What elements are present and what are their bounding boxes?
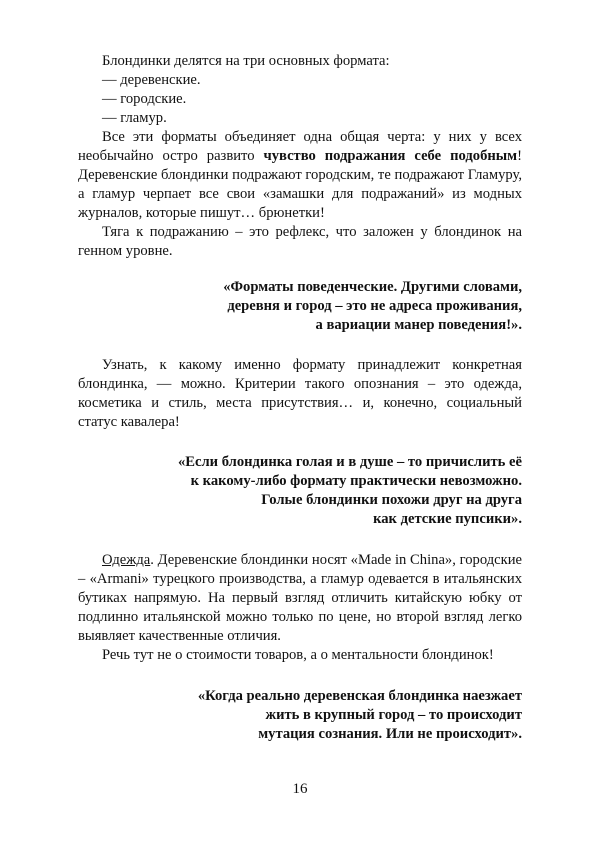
- paragraph-clothing: [78, 551, 522, 646]
- quote-naked-line: «Если блондинка голая и в душе – то причислить её: [177, 454, 522, 470]
- paragraph-reflex: Тяга к подражанию – это рефлекс, что заложен у блондинок на генном уровне.: [78, 224, 522, 259]
- quote-naked-line: к какому-либо формату практически невозможно.: [190, 473, 522, 489]
- list-item-village: — деревенские.: [102, 72, 201, 88]
- quote-formats-line: деревня и город – это не адреса проживания,: [227, 298, 522, 314]
- quote-naked: [78, 453, 522, 529]
- paragraph-imitation-start: Все эти форматы объединяет одна общая черта: у них у всех необычайно остро развито: [78, 129, 522, 164]
- paragraph-imitation: [78, 128, 522, 223]
- intro-line: Блондинки делятся на три основных формата:: [102, 53, 390, 69]
- quote-mutation-line: «Когда реально деревенская блондинка наезжает: [197, 688, 522, 704]
- paragraph-clothing-text: . Деревенские блондинки носят «Made in China», городские – «Armani» турецкого производства, а гламур одевается в итальянских бутиках напрямую. На первый взгляд отличить китайскую юбку от подлинно итальянской можно только по цене, но второй взгляд легко выявляет качественные отличия.: [78, 552, 522, 644]
- quote-formats-line: а вариации манер поведения!».: [315, 317, 522, 333]
- paragraph-imitation-bold: чувство подражания себе подобным: [263, 148, 518, 164]
- paragraph-mentality: Речь тут не о стоимости товаров, а о ментальности блондинок!: [102, 647, 494, 663]
- quote-mutation-line: жить в крупный город – то происходит: [265, 707, 522, 723]
- quote-naked-line: Голые блондинки похожи друг на друга: [261, 492, 522, 508]
- page-number: 16: [292, 781, 308, 797]
- list-item-city: — городские.: [102, 91, 187, 107]
- quote-naked-line: как детские пупсики».: [373, 511, 522, 527]
- quote-mutation-line: мутация сознания. Или не происходит».: [258, 726, 522, 742]
- clothing-heading: Одежда: [102, 552, 151, 568]
- paragraph-criteria: Узнать, к какому именно формату принадлежит конкретная блондинка, — можно. Критерии такого опознания – это одежда, косметика и стиль, места присутствия… и, конечно, социальный статус кавалера!: [78, 357, 522, 430]
- list-item-glamour: — гламур.: [102, 110, 167, 126]
- quote-formats: [78, 278, 522, 335]
- paragraph-imitation-end: ! Деревенские блондинки подражают городским, те подражают Гламуру, а гламур черпает все свои «замашки для подражаний» из модных журналов, которые пишут… брюнетки!: [78, 148, 522, 221]
- quote-formats-line: «Форматы поведенческие. Другими словами,: [223, 279, 522, 295]
- quote-mutation: [78, 687, 522, 744]
- page-body: [78, 52, 522, 744]
